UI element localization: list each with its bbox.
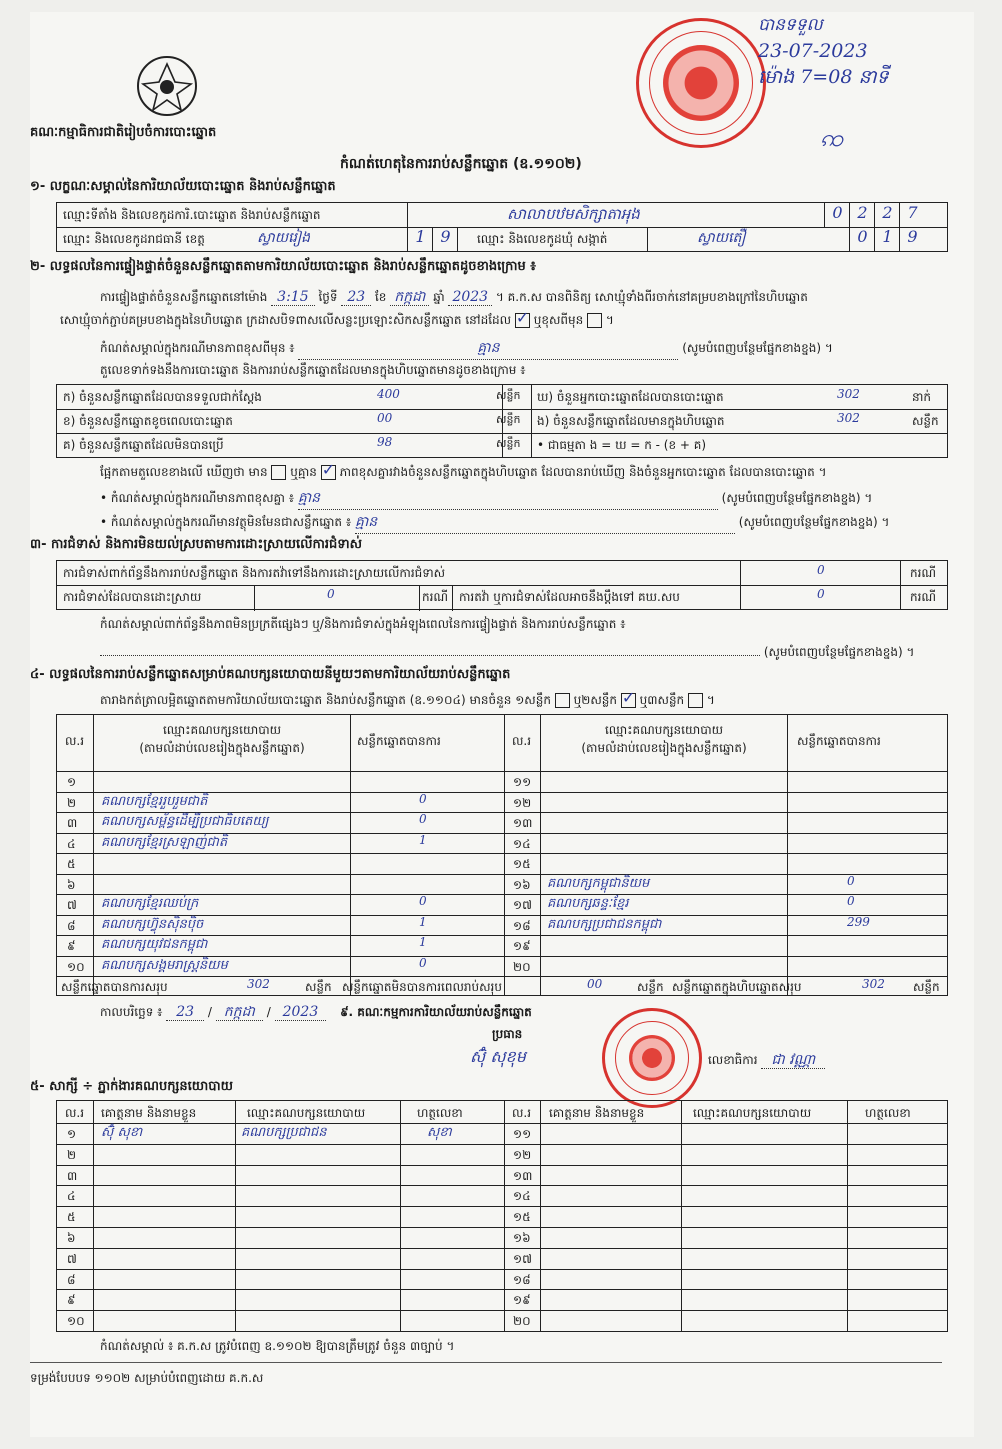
row-line [57, 1248, 947, 1249]
col-party-right: ឈ្មោះគណបក្សនយោបាយ (តាមលំដាប់លេខរៀងក្នុងសន្លឹកឆ្នោត) [581, 723, 747, 755]
witness-no: ១៦ [513, 1231, 531, 1245]
party-no: ៥ [67, 857, 76, 871]
witness-no: ១៥ [513, 1210, 531, 1225]
received-signature: ꩡ [820, 124, 844, 152]
figure-label-right: ង) ចំនួនសន្លឹកឆ្នោតដែលមានក្នុងហិបឆ្នោត [537, 414, 725, 428]
section5-heading: ៥- សាក្សី ÷ ភ្នាក់ងារគណបក្សនយោបាយ [30, 1079, 233, 1094]
resolved-label: ការជំទាស់ដែលបានដោះស្រាយ [63, 590, 202, 604]
received-note [758, 12, 968, 90]
row-line [57, 1165, 947, 1166]
appeal-label: ការតវ៉ា ឬការជំទាស់ដែលអាចនឹងប្តឹងទៅ គឃ.សប [459, 590, 680, 604]
total-invalid-unit: សន្លឹក [637, 980, 664, 994]
province-value: ស្វាយរៀង [257, 230, 311, 246]
figures-intro: តួលេខទាក់ទងនឹងការបោះឆ្នោត និងការរាប់សន្លឹកឆ្នោតដែលមានក្នុងហិបឆ្នោតមានដូចខាងក្រោម ៖ [100, 363, 526, 377]
section3-heading: ៣- ការជំទាស់ និងការមិនយល់ស្របតាមការដោះស្រាយលើការជំទាស់ [30, 537, 362, 552]
witness-note: កំណត់សម្គាល់ ៖ គ.ក.ស ត្រូវបំពេញ ឧ.១១០២ ឱ្យបានត្រឹមត្រូវ ចំនួន ៣ច្បាប់ ។ [100, 1339, 455, 1353]
foreign-note-value: គ្មាន [355, 512, 735, 534]
party-no: ៣ [67, 816, 78, 830]
party-no: ១៩ [513, 939, 531, 953]
party-votes: 0 [847, 894, 855, 908]
change-note-line: កំណត់សម្គាល់ក្នុងករណីមានភាពខុសពីមុន ៖ គ្មាន (សូមបំពេញបន្ថែមផ្នែកខាងខ្នង) ។ [100, 338, 950, 360]
witness-no: ១៣ [513, 1168, 533, 1183]
row-line [57, 1310, 947, 1311]
verify-time: 3:15 [271, 289, 314, 306]
party-no: ១៧ [513, 898, 532, 912]
party-name: គណបក្សខ្មែររួបរួមជាតិ [101, 793, 208, 809]
party-votes: 299 [847, 914, 870, 929]
party-no: ១ [67, 775, 77, 789]
page-title: កំណត់ហេតុនៃការរាប់សន្លឹកឆ្នោត (ឧ.១១០២) [340, 156, 582, 172]
witness-no: ៦ [67, 1231, 76, 1245]
verify-year: 2023 [448, 289, 492, 306]
verify-month: កក្កដា [390, 289, 429, 306]
figure-unit-right: សន្លឹក [912, 414, 939, 428]
col-votes-left: សន្លឹកឆ្នោតបានការ [357, 734, 441, 748]
witness-no: ២ [67, 1147, 77, 1162]
secretary-line: លេខាធិការ ជា វណ្ណា [708, 1050, 825, 1071]
form-footer: ទម្រង់បែបបទ ១១០២ សម្រាប់បំពេញដោយ គ.ក.ស [30, 1371, 264, 1385]
figure-label-left: គ) ចំនួនសន្លឹកឆ្នោតដែលមិនបានប្រើ [63, 438, 224, 452]
party-no: ១១ [513, 775, 532, 789]
commune-label: ឈ្មោះ និងលេខកូដឃុំ សង្កាត់ [477, 232, 608, 246]
party-no: ៨ [67, 918, 76, 933]
party-name: គណបក្សខ្មែរស្រឡាញ់ជាតិ [101, 834, 228, 850]
witness-sign: សុខា [427, 1125, 452, 1140]
witness-name: ស៊ុំ សុខា [101, 1125, 143, 1140]
witness-no: ៩ [67, 1293, 76, 1308]
unchanged-checkbox[interactable] [515, 313, 530, 328]
org-name: គណៈកម្មាធិការជាតិរៀបចំការបោះឆ្នោត [30, 125, 217, 140]
party-no: ១៣ [513, 816, 533, 830]
figure-unit-left: សន្លឹក [496, 389, 521, 402]
change-note-value: គ្មាន [298, 338, 678, 360]
witness-no: ១៨ [513, 1272, 531, 1287]
party-votes: 0 [419, 894, 427, 908]
party-no: ៩ [67, 939, 76, 953]
witness-table: ល.រ គោត្តនាម និងនាមខ្លួន ឈ្មោះគណបក្សនយោបាយ ហត្ថលេខា ល.រ គោត្តនាម និងនាមខ្លួន ឈ្មោះគណបក្សនយោបាយ ហត្ថលេខា ១ ស៊ុំ សុខា គណបក្សប្រជាជន សុខា ១១ ២ ១២ ៣ ១៣ ៤ ១៤ ៥ ១៥ ៦ ១៦ ៧ ១៧ ៨ ១៨ ៩ ១៩ ១០ ២០ [56, 1100, 948, 1332]
witness-no: ៤ [67, 1189, 76, 1204]
party-votes: 1 [419, 832, 427, 847]
party-no: ២ [67, 795, 77, 810]
appeal-value: 0 [817, 587, 825, 601]
figure-value-left: 98 [377, 435, 393, 449]
party-votes: 1 [419, 935, 427, 949]
witness-no: ៧ [67, 1251, 77, 1266]
complaint-label: ការជំទាស់ពាក់ព័ន្ធនឹងការរាប់សន្លឹកឆ្នោត និងការតវ៉ាទៅនឹងការដោះស្រាយលើការជំទាស់ [63, 566, 446, 580]
party-votes: 0 [419, 812, 427, 826]
total-invalid-value: 00 [587, 977, 603, 991]
diff-note-line: • កំណត់សម្គាល់ក្នុងករណីមានភាពខុសគ្នា ៖ គ្មាន (សូមបំពេញបន្ថែមផ្នែកខាងខ្នង) ។ [100, 488, 950, 510]
diff-note-value: គ្មាន [298, 488, 718, 510]
party-no: ៦ [67, 877, 76, 892]
witness-no: ១០ [67, 1314, 85, 1329]
received-time: ម៉ោង 7=08 នាទី [758, 66, 889, 88]
party-votes: 1 [419, 914, 427, 929]
party-votes: 0 [847, 873, 855, 888]
witness-no: ១៤ [513, 1189, 531, 1204]
figure-label-right: • ជាធម្មតា ង = ឃ = ក - (ខ + គ) [537, 438, 707, 452]
party-no: ៤ [67, 836, 76, 851]
row-line [57, 1227, 947, 1228]
ballot-count-report [30, 12, 974, 1437]
total-valid-unit: សន្លឹក [305, 980, 332, 994]
col-no-left: ល.រ [65, 734, 85, 748]
commune-value: ស្វាយតឿ [697, 230, 746, 246]
party-name: គណបក្សសង្គមរាស្ត្រនិយម [101, 957, 228, 973]
party-name: គណបក្សខ្មែរឈប់ក្រ [101, 896, 199, 911]
chair-signature: ស៊ុំ សុខុម [470, 1047, 526, 1066]
official-seal-bottom [602, 1008, 702, 1108]
figure-value-right: 302 [837, 387, 860, 401]
party-no: ១៨ [513, 918, 531, 933]
total-invalid-label: សន្លឹកឆ្នោតមិនបានការពេលរាប់សរុប [342, 980, 502, 994]
figure-label-left: ខ) ចំនួនសន្លឹកឆ្នោតខូចពេលបោះឆ្នោត [63, 414, 233, 428]
witness-no: ១ [67, 1127, 77, 1141]
party-no: ១៥ [513, 857, 531, 871]
section2-heading: ២- លទ្ធផលនៃការផ្ទៀងផ្ទាត់ចំនួនសន្លឹកឆ្នោតតាមការិយាល័យបោះឆ្នោត និងរាប់សន្លឹកឆ្នោតដូចខាងក្រោម ៖ [30, 259, 536, 274]
party-votes: 0 [419, 955, 427, 970]
figure-value-right: 302 [837, 411, 860, 425]
row-line [57, 1206, 947, 1207]
party-name: គណបក្សសម្ព័ន្ធដើម្បីប្រជាធិបតេយ្យ [101, 814, 269, 829]
total-valid-value: 302 [247, 977, 270, 991]
changed-checkbox[interactable] [587, 313, 602, 328]
total-box-label: សន្លឹកឆ្នោតក្នុងហិបឆ្នោតសរុប [672, 980, 802, 994]
party-name: គណបក្សកម្ពុជានិយម [547, 875, 650, 891]
party-no: ១៤ [513, 836, 531, 851]
party-no: ៧ [67, 898, 77, 912]
figure-value-left: 00 [377, 411, 393, 425]
chair-label: ប្រធាន [492, 1027, 523, 1041]
one-sheet-checkbox[interactable] [555, 693, 570, 708]
diff-line: ផ្អែកតាមតួលេខខាងលើ ឃើញថា មាន ឬគ្មាន ✓ ភាពខុសគ្នារវាងចំនួនសន្លឹកឆ្នោតក្នុងហិបឆ្នោត ដែលបានរាប់ឃើញ និងចំនួនអ្នកបោះឆ្នោត ដែលបានបោះឆ្នោត ។ [100, 464, 827, 482]
witness-no: ៥ [67, 1210, 76, 1225]
row-line [57, 1123, 947, 1124]
witness-no: ១៧ [513, 1251, 532, 1266]
commune-code: 0 1 9 [837, 227, 949, 251]
col-votes-right: សន្លឹកឆ្នោតបានការ [797, 734, 881, 748]
two-sheet-checkbox[interactable] [621, 693, 636, 708]
complaints-table [56, 560, 948, 610]
party-no: ១២ [513, 795, 532, 810]
nec-emblem-icon [135, 54, 199, 118]
witness-no: ២០ [513, 1314, 531, 1329]
diff-no-checkbox[interactable] [321, 465, 336, 480]
col-party-left: ឈ្មោះគណបក្សនយោបាយ (តាមលំដាប់លេខរៀងក្នុងសន្លឹកឆ្នោត) [139, 723, 305, 755]
party-name: គណបក្សយុវជនកម្ពុជា [101, 937, 208, 952]
site-code: 0 2 2 7 [812, 203, 949, 227]
verify-day: 23 [341, 289, 371, 306]
received-date: 23-07-2023 [758, 40, 868, 62]
total-box-value: 302 [862, 977, 885, 991]
party-no: ១៦ [513, 877, 531, 892]
diff-yes-checkbox[interactable] [271, 465, 286, 480]
verify-line1: ការផ្ទៀងផ្ទាត់ចំនួនសន្លឹកឆ្នោតនៅម៉ោង 3:15 ថ្ងៃទី 23 ខែ កក្កដា ឆ្នាំ 2023 ។ គ.ក.ស បានពិនិត្យ សោឃ្មុំទាំងពីរចាក់នៅគម្របខាងក្រៅនៃហិបឆ្នោត [100, 289, 808, 305]
figure-unit-right: នាក់ [912, 390, 932, 404]
witness-no: ១២ [513, 1147, 532, 1162]
figure-label-right: ឃ) ចំនួនអ្នកបោះឆ្នោតដែលបានបោះឆ្នោត [537, 390, 724, 404]
figure-label-left: ក) ចំនួនសន្លឹកឆ្នោតដែលបានទទួលជាក់ស្តែង [63, 390, 262, 404]
section1-table [56, 202, 948, 252]
appeal-unit: ករណី [910, 590, 937, 604]
irregularity-note: កំណត់សម្គាល់ពាក់ព័ន្ធនឹងភាពមិនប្រក្រតីផ្សេងៗ ឬ/និងការជំទាស់ក្នុងអំឡុងពេលនៃការផ្ទៀងផ្ទាត់ និងការរាប់សន្លឹកឆ្នោត ៖ (សូមបំពេញបន្ថែមផ្នែកខាងខ្នង) ។ [100, 617, 915, 659]
party-name: គណបក្សហ៊្វុនស៊ិនប៉ិច [101, 916, 204, 932]
figure-unit-left: សន្លឹក [496, 413, 521, 426]
row-line [57, 1289, 947, 1290]
row-line [57, 874, 947, 875]
resolved-unit: ករណី [422, 590, 449, 604]
row-line [57, 1185, 947, 1186]
complaint-value: 0 [817, 563, 825, 577]
province-label: ឈ្មោះ និងលេខកូដរាជធានី ខេត្ត [63, 232, 205, 246]
foreign-note-line: • កំណត់សម្គាល់ក្នុងករណីមានវត្ថុមិនមែនជាសន្លឹកឆ្នោត ៖ គ្មាន (សូមបំពេញបន្ថែមផ្នែកខាងខ្នង) ។ [100, 512, 950, 534]
section1-heading: ១- លក្ខណៈសម្គាល់នៃការិយាល័យបោះឆ្នោត និងរាប់សន្លឹកឆ្នោត [30, 179, 336, 194]
date-line: កាលបរិច្ឆេទ ៖ 23 / កក្កដា / 2023 ៩. គណៈកម្មការការិយាល័យរាប់សន្លឹកឆ្នោត [100, 1004, 532, 1020]
received-label: បានទទួល [758, 15, 823, 35]
site-label: ឈ្មោះទីតាំង និងលេខកូដការិ.បោះឆ្នោត និងរាប់សន្លឹកឆ្នោត [63, 208, 321, 222]
witness-party: គណបក្សប្រជាជន [241, 1125, 327, 1140]
row-line [57, 771, 947, 772]
site-value: សាលាបឋមសិក្សាតាអុង [507, 205, 640, 223]
three-sheet-checkbox[interactable] [688, 693, 703, 708]
party-no: ២០ [513, 959, 531, 974]
section4-heading: ៤- លទ្ធផលនៃការរាប់សន្លឹកឆ្នោតសម្រាប់គណបក្សនយោបាយនីមួយៗតាមការិយាល័យរាប់សន្លឹកឆ្នោត [30, 667, 511, 682]
witness-no: ១១ [513, 1127, 532, 1141]
totals-line [56, 974, 948, 996]
witness-no: ១៩ [513, 1293, 531, 1308]
figure-unit-left: សន្លឹក [496, 437, 521, 450]
total-valid-label: សន្លឹកឆ្នោតបានការសរុប [61, 980, 168, 994]
party-no: ១០ [67, 959, 85, 974]
complaint-unit: ករណី [910, 566, 937, 580]
detail-sheet-line: តារាងកត់ត្រាលម្អិតឆ្នោតតាមការិយាល័យបោះឆ្នោត និងរាប់សន្លឹកឆ្នោត (ឧ.១១០៤) មានចំនួន ១សន្លឹក ឬ២សន្លឹក ✓ ឬ៣សន្លឹក ។ [100, 692, 715, 710]
verify-line2: សោឃ្មុំចាក់ភ្ជាប់គម្របខាងក្នុងនៃហិបឆ្នោត ក្រដាសបិទពាសលើសន្លះប្រឡោះសិកសន្លឹកឆ្នោត នៅដដែល ✓ ឬខុសពីមុន ។ [60, 312, 614, 330]
party-name: គណបក្សប្រជាជនកម្ពុជា [547, 916, 662, 932]
row-line [57, 1269, 947, 1270]
witness-no: ៣ [67, 1168, 78, 1183]
col-no-right: ល.រ [512, 734, 532, 748]
row-line [57, 1144, 947, 1145]
resolved-value: 0 [327, 587, 335, 601]
figure-value-left: 400 [377, 387, 400, 401]
row-line [57, 853, 947, 854]
total-box-unit: សន្លឹក [913, 980, 940, 994]
results-table [56, 714, 948, 996]
province-code: 1 9 [397, 227, 467, 251]
figures-table [56, 384, 948, 458]
party-name: គណបក្សឆន្ទៈខ្មែរ [547, 896, 629, 911]
official-seal-top [636, 18, 766, 148]
party-votes: 0 [419, 791, 427, 806]
witness-no: ៨ [67, 1272, 76, 1287]
